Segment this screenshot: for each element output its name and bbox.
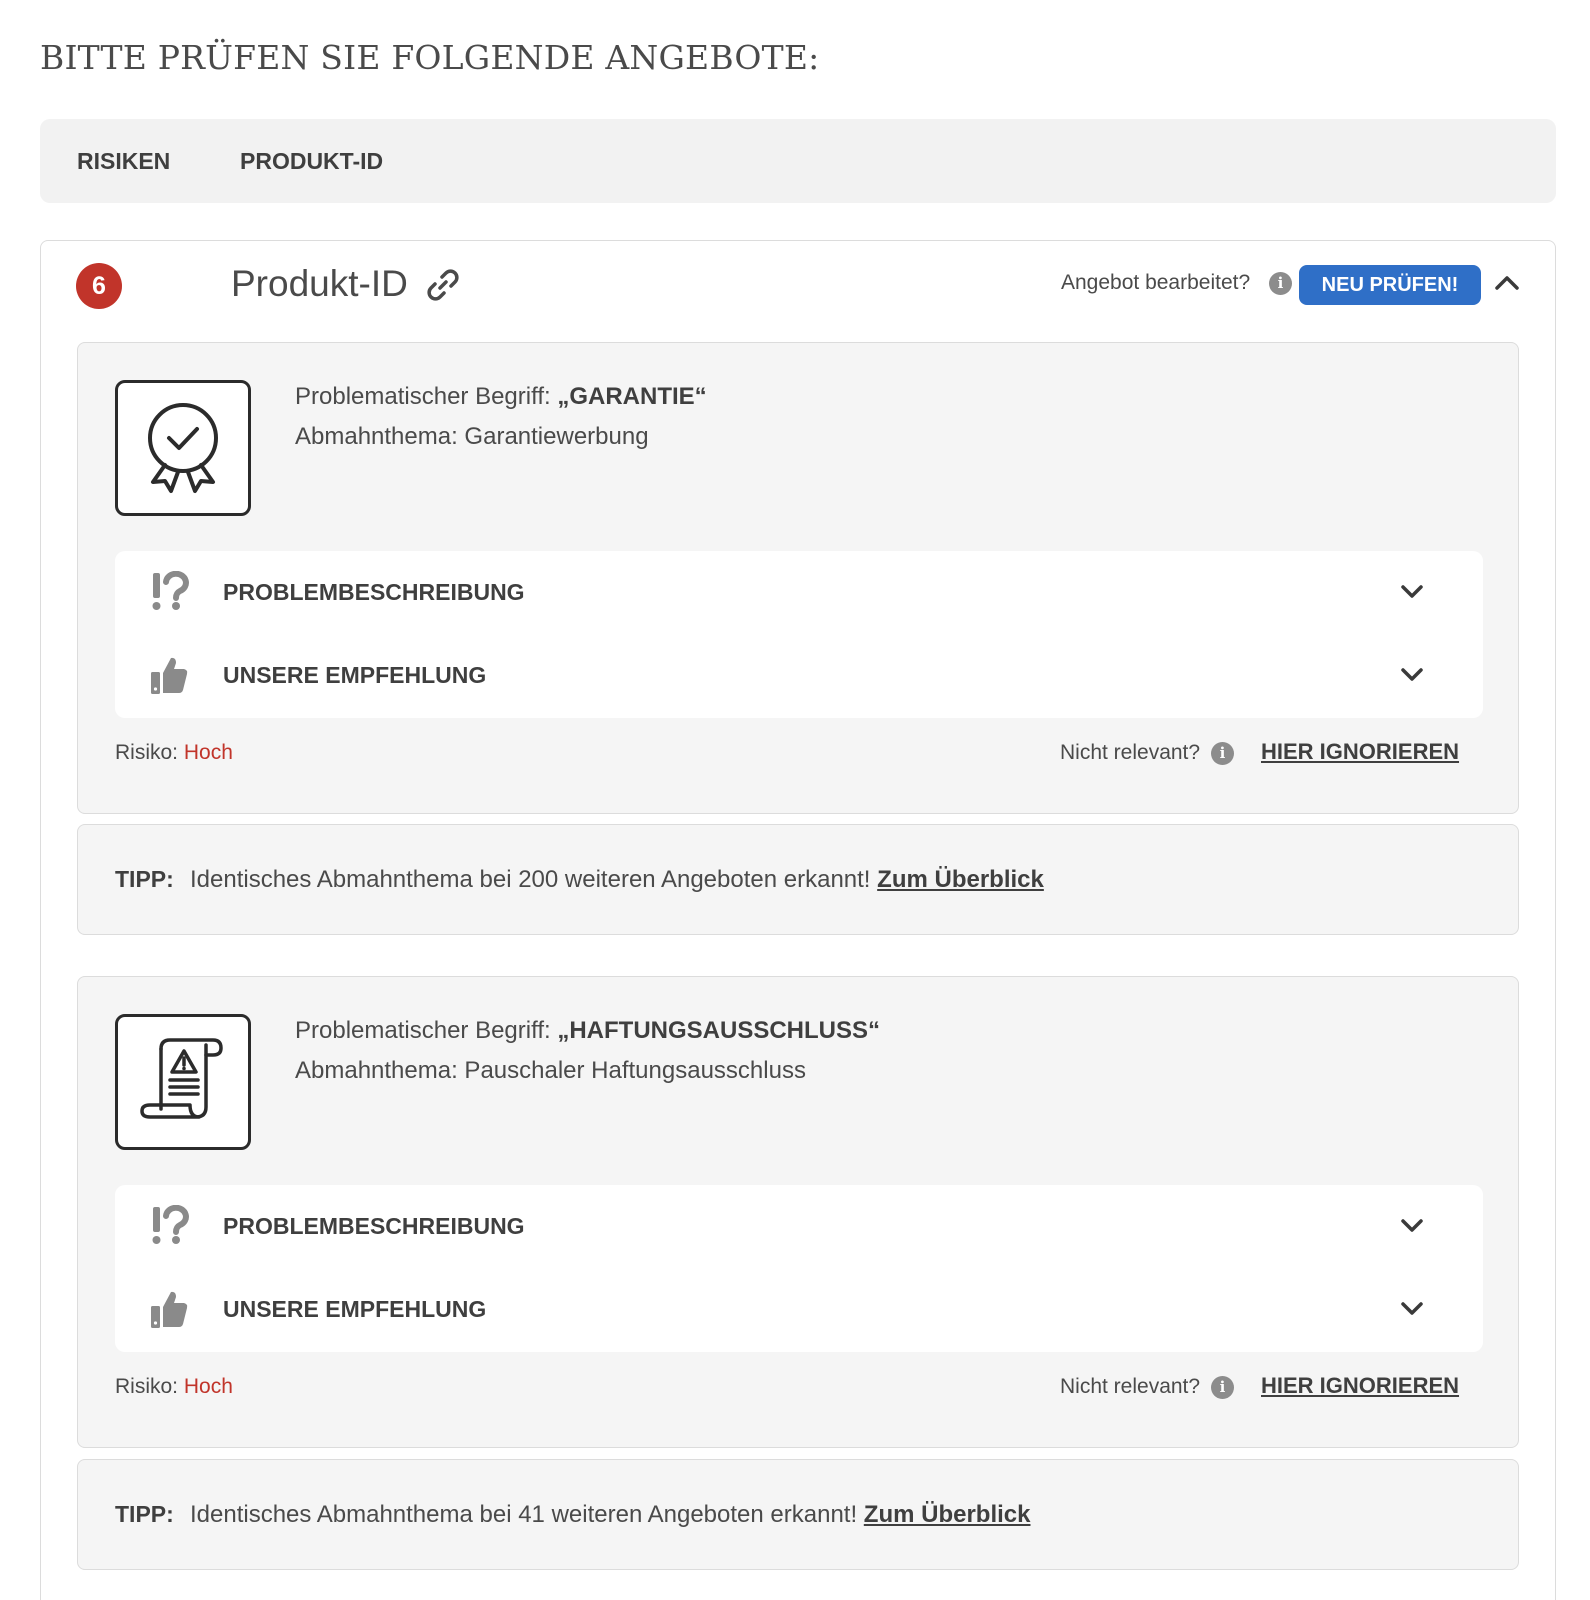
- tip-label: TIPP:: [115, 1501, 174, 1527]
- chevron-down-icon: [1398, 577, 1426, 605]
- warning-scroll-icon: [118, 1017, 248, 1147]
- page-title: BITTE PRÜFEN SIE FOLGENDE ANGEBOTE:: [40, 38, 820, 77]
- accordion-recommendation[interactable]: [115, 1268, 1483, 1351]
- offer-title: Produkt-ID: [231, 263, 408, 304]
- risk-value: Hoch: [183, 1375, 233, 1398]
- accordion-problem-description[interactable]: [115, 1185, 1483, 1268]
- accordion-label: UNSERE EMPFEHLUNG: [223, 1296, 487, 1322]
- risk-level: Risiko: Hoch: [115, 741, 233, 764]
- accordion-recommendation[interactable]: [115, 634, 1483, 717]
- info-icon[interactable]: i: [1211, 742, 1234, 765]
- link-icon[interactable]: [425, 267, 461, 303]
- overview-link[interactable]: Zum Überblick: [863, 1501, 1031, 1528]
- tab-risiken[interactable]: RISIKEN: [77, 148, 171, 174]
- accordion-label: PROBLEMBESCHREIBUNG: [223, 1213, 525, 1239]
- tip-text: Identisches Abmahnthema bei 41 weiteren Angeboten erkannt! Zum Überblick: [190, 1501, 1031, 1528]
- chevron-up-icon[interactable]: [1491, 267, 1523, 299]
- accordion-label: PROBLEMBESCHREIBUNG: [223, 579, 525, 605]
- info-icon[interactable]: i: [1211, 1376, 1234, 1399]
- info-icon[interactable]: i: [1269, 272, 1292, 295]
- overview-link[interactable]: Zum Überblick: [877, 866, 1044, 893]
- issue-accordion: [115, 551, 1483, 718]
- award-ribbon-check-icon: [118, 383, 248, 513]
- chevron-down-icon: [1398, 1211, 1426, 1239]
- issue-card: [77, 342, 1519, 814]
- risk-level: Risiko: Hoch: [115, 1375, 233, 1398]
- issue-card: [77, 976, 1519, 1448]
- not-relevant-label: Nicht relevant?: [1060, 1375, 1201, 1398]
- issue-accordion: [115, 1185, 1483, 1352]
- tip-label: TIPP:: [115, 866, 174, 892]
- thumbs-up-icon: [149, 1288, 191, 1330]
- ignore-here-link[interactable]: HIER IGNORIEREN: [1261, 739, 1460, 764]
- thumbs-up-icon: [149, 654, 191, 696]
- problem-term: Problematischer Begriff: „GARANTIE“: [295, 383, 707, 410]
- tab-bar: [40, 119, 1556, 203]
- issue-count-badge: 6: [76, 263, 122, 309]
- issue-icon-box: [115, 380, 251, 516]
- problem-term: Problematischer Begriff: „HAFTUNGSAUSSCHLUSS“: [295, 1017, 881, 1044]
- exclamation-question-icon: [149, 571, 191, 613]
- warning-topic: Abmahnthema: Garantiewerbung: [295, 423, 649, 450]
- tip-card: [77, 824, 1519, 935]
- warning-topic: Abmahnthema: Pauschaler Haftungsausschluss: [295, 1057, 806, 1084]
- offer-edited-label: Angebot bearbeitet?: [1061, 271, 1251, 294]
- not-relevant-label: Nicht relevant?: [1060, 741, 1201, 764]
- chevron-down-icon: [1398, 1294, 1426, 1322]
- risk-value: Hoch: [183, 741, 233, 764]
- tip-card: [77, 1459, 1519, 1570]
- tab-produkt-id[interactable]: PRODUKT-ID: [240, 148, 384, 174]
- ignore-here-link[interactable]: HIER IGNORIEREN: [1261, 1373, 1460, 1398]
- exclamation-question-icon: [149, 1205, 191, 1247]
- accordion-problem-description[interactable]: [115, 551, 1483, 634]
- tip-text: Identisches Abmahnthema bei 200 weiteren Angeboten erkannt! Zum Überblick: [190, 866, 1044, 893]
- offer-panel: [40, 240, 1556, 1600]
- recheck-button[interactable]: NEU PRÜFEN!: [1299, 265, 1481, 305]
- chevron-down-icon: [1398, 660, 1426, 688]
- issue-icon-box: [115, 1014, 251, 1150]
- accordion-label: UNSERE EMPFEHLUNG: [223, 662, 487, 688]
